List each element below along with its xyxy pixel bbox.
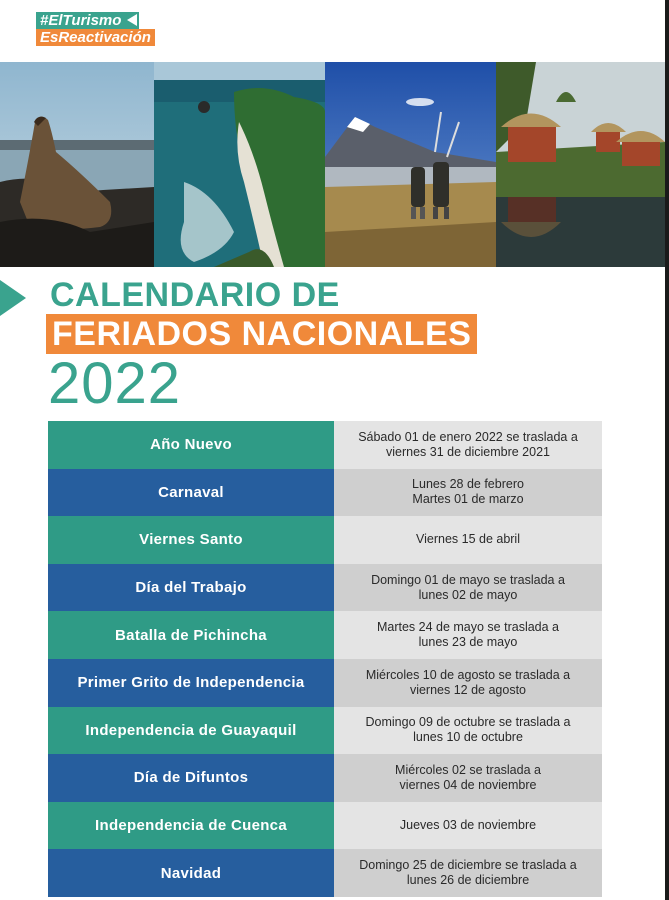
- holiday-name: Independencia de Cuenca: [48, 802, 334, 850]
- table-row: [48, 516, 602, 564]
- holiday-date: [334, 754, 602, 802]
- holiday-date-line-1: Domingo 01 de mayo se traslada a: [371, 572, 565, 587]
- holiday-date-line-1: Martes 24 de mayo se traslada a: [376, 620, 560, 635]
- page-title-line-2: FERIADOS NACIONALES: [46, 314, 477, 354]
- holiday-date-line-2: lunes 23 de mayo: [418, 635, 518, 650]
- logo-line-1: [36, 12, 139, 29]
- holiday-name: Día del Trabajo: [48, 564, 334, 612]
- table-row: [48, 611, 602, 659]
- chevron-left-icon: [127, 14, 137, 26]
- holiday-date-line-1: Miércoles 10 de agosto se traslada a: [365, 667, 571, 682]
- holiday-table: [48, 421, 602, 897]
- holiday-date-line-1: Miércoles 02 se traslada a: [395, 762, 541, 777]
- table-row: [48, 421, 602, 469]
- holiday-date-line-2: viernes 12 de agosto: [409, 682, 527, 697]
- logo-line-2: EsReactivación: [36, 29, 155, 46]
- holiday-date-line-2: Martes 01 de marzo: [412, 492, 524, 507]
- table-row: [48, 754, 602, 802]
- page-title-line-1: CALENDARIO DE: [50, 276, 340, 314]
- page-title-year: 2022: [48, 351, 182, 416]
- holiday-name: Independencia de Guayaquil: [48, 707, 334, 755]
- table-row: [48, 707, 602, 755]
- table-row: [48, 659, 602, 707]
- holiday-date: [334, 659, 602, 707]
- holiday-name: Batalla de Pichincha: [48, 611, 334, 659]
- huts-lagoon-photo: [496, 62, 665, 267]
- holiday-date: [334, 849, 602, 897]
- holiday-date: [334, 469, 602, 517]
- volcano-hikers-photo: [325, 62, 496, 267]
- photo-banner: [0, 62, 665, 267]
- right-edge-strip: [665, 0, 669, 900]
- holiday-date-line-1: Jueves 03 de noviembre: [399, 818, 537, 833]
- holiday-date: [334, 564, 602, 612]
- holiday-name: Día de Difuntos: [48, 754, 334, 802]
- logo-text-1: #ElTurismo: [40, 12, 122, 29]
- holiday-name: Viernes Santo: [48, 516, 334, 564]
- holiday-date-line-2: lunes 02 de mayo: [418, 587, 518, 602]
- holiday-name: Año Nuevo: [48, 421, 334, 469]
- holiday-date-line-1: Lunes 28 de febrero: [412, 477, 524, 492]
- holiday-date-line-2: viernes 31 de diciembre 2021: [386, 444, 550, 459]
- title-arrow-icon: [0, 280, 26, 316]
- table-row: [48, 849, 602, 897]
- holiday-date: [334, 516, 602, 564]
- coast-photo: [154, 62, 325, 267]
- holiday-name: Primer Grito de Independencia: [48, 659, 334, 707]
- sea-lion-photo: [0, 62, 154, 267]
- table-row: [48, 469, 602, 517]
- holiday-name: Carnaval: [48, 469, 334, 517]
- holiday-date: [334, 421, 602, 469]
- holiday-date-line-1: Sábado 01 de enero 2022 se traslada a: [358, 429, 578, 444]
- holiday-name: Navidad: [48, 849, 334, 897]
- holiday-date-line-1: Domingo 25 de diciembre se traslada a: [359, 858, 577, 873]
- holiday-date: [334, 707, 602, 755]
- holiday-date-line-1: Domingo 09 de octubre se traslada a: [365, 715, 571, 730]
- holiday-date: [334, 611, 602, 659]
- holiday-date-line-2: lunes 10 de octubre: [413, 730, 523, 745]
- logo: [36, 12, 155, 46]
- holiday-date-line-2: lunes 26 de diciembre: [406, 873, 530, 888]
- table-row: [48, 802, 602, 850]
- holiday-date-line-2: viernes 04 de noviembre: [399, 777, 537, 792]
- holiday-date: [334, 802, 602, 850]
- table-row: [48, 564, 602, 612]
- holiday-date-line-1: Viernes 15 de abril: [415, 532, 520, 547]
